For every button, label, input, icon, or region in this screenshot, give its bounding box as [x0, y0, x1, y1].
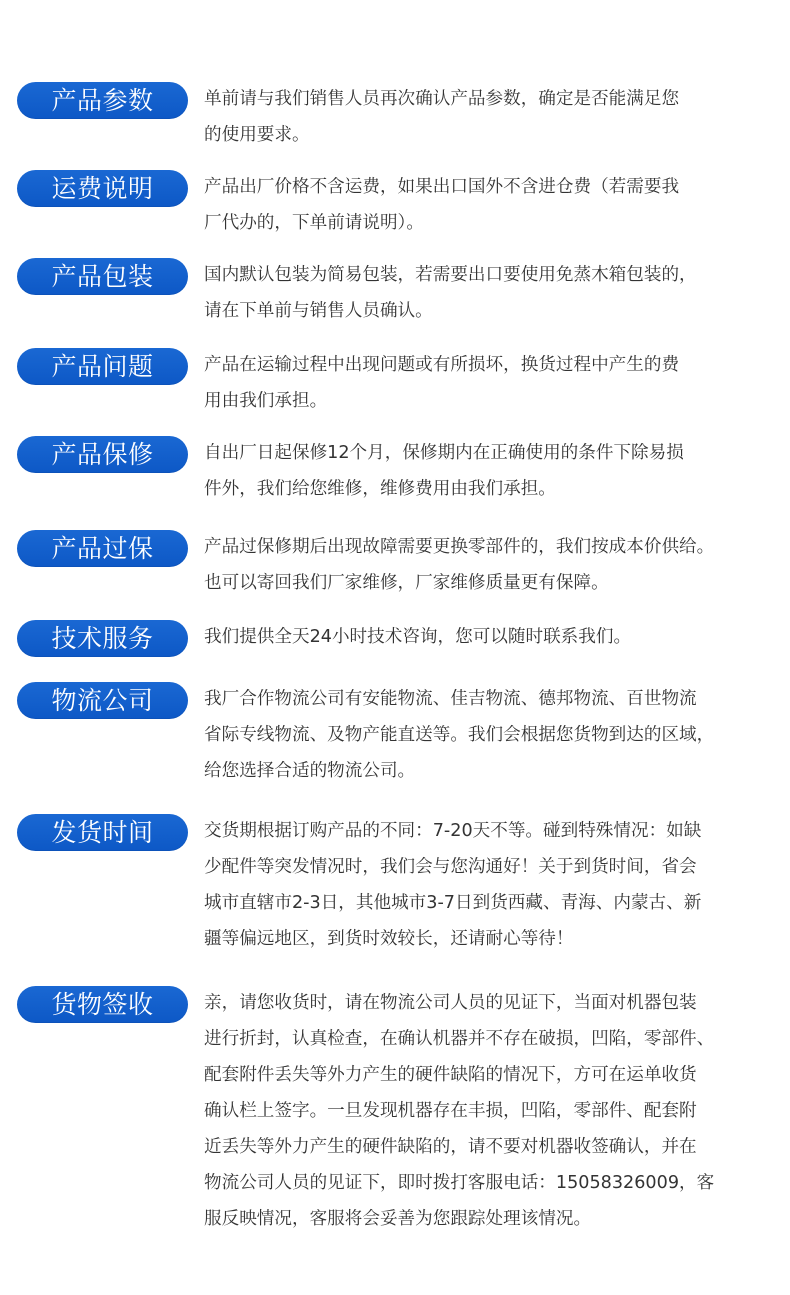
description-line: 亲，请您收货时，请在物流公司人员的见证下，当面对机器包装 — [204, 993, 697, 1013]
section-label-badge: 发货时间 — [17, 814, 188, 851]
section-label-badge: 物流公司 — [17, 682, 188, 719]
description-line: 也可以寄回我们厂家维修，厂家维修质量更有保障。 — [204, 573, 609, 593]
section-label-badge: 产品包装 — [17, 258, 188, 295]
description-line: 用由我们承担。 — [204, 391, 328, 411]
section-description — [204, 813, 782, 957]
description-line: 疆等偏远地区，到货时效较长，还请耐心等待！ — [204, 929, 574, 949]
description-line: 请在下单前与销售人员确认。 — [204, 301, 433, 321]
description-line: 确认栏上签字。一旦发现机器存在丰损，凹陷，零部件、配套附 — [204, 1101, 697, 1121]
section-label-badge: 技术服务 — [17, 620, 188, 657]
section-description — [204, 529, 782, 601]
description-line: 我们提供全天24小时技术咨询，您可以随时联系我们。 — [204, 627, 632, 647]
description-line: 服反映情况，客服将会妥善为您跟踪处理该情况。 — [204, 1209, 592, 1229]
description-line: 产品过保修期后出现故障需要更换零部件的，我们按成本价供给。 — [204, 537, 715, 557]
section-label-badge: 产品问题 — [17, 348, 188, 385]
description-line: 交货期根据订购产品的不同：7-20天不等。碰到特殊情况：如缺 — [204, 821, 702, 841]
section-description — [204, 169, 782, 241]
section-description — [204, 681, 782, 789]
section-label-badge: 产品保修 — [17, 436, 188, 473]
section-label-badge: 产品过保 — [17, 530, 188, 567]
section-label-badge: 产品参数 — [17, 82, 188, 119]
section-description — [204, 619, 782, 655]
description-line: 产品出厂价格不含运费，如果出口国外不含进仓费（若需要我 — [204, 177, 680, 197]
description-line: 城市直辖市2-3日，其他城市3-7日到货西藏、青海、内蒙古、新 — [204, 893, 702, 913]
section-description — [204, 435, 782, 507]
description-line: 配套附件丢失等外力产生的硬件缺陷的情况下，方可在运单收货 — [204, 1065, 697, 1085]
section-description — [204, 257, 782, 329]
description-line: 单前请与我们销售人员再次确认产品参数，确定是否能满足您 — [204, 89, 680, 109]
description-line: 厂代办的，下单前请说明）。 — [204, 213, 424, 233]
section-description — [204, 81, 782, 153]
description-line: 省际专线物流、及物产能直送等。我们会根据您货物到达的区域， — [204, 725, 715, 745]
description-line: 进行折封，认真检查，在确认机器并不存在破损，凹陷，零部件、 — [204, 1029, 715, 1049]
description-line: 我厂合作物流公司有安能物流、佳吉物流、德邦物流、百世物流 — [204, 689, 697, 709]
section-description — [204, 347, 782, 419]
description-line: 少配件等突发情况时，我们会与您沟通好！关于到货时间，省会 — [204, 857, 697, 877]
description-line: 件外，我们给您维修，维修费用由我们承担。 — [204, 479, 556, 499]
section-label-badge: 货物签收 — [17, 986, 188, 1023]
description-line: 自出厂日起保修12个月，保修期内在正确使用的条件下除易损 — [204, 443, 684, 463]
description-line: 国内默认包装为简易包装，若需要出口要使用免蒸木箱包装的， — [204, 265, 697, 285]
section-label-badge: 运费说明 — [17, 170, 188, 207]
description-line: 物流公司人员的见证下，即时拨打客服电话：15058326009，客 — [204, 1173, 715, 1193]
description-line: 的使用要求。 — [204, 125, 310, 145]
description-line: 产品在运输过程中出现问题或有所损坏，换货过程中产生的费 — [204, 355, 680, 375]
description-line: 近丢失等外力产生的硬件缺陷的，请不要对机器收签确认，并在 — [204, 1137, 697, 1157]
description-line: 给您选择合适的物流公司。 — [204, 761, 416, 781]
section-description — [204, 985, 782, 1237]
